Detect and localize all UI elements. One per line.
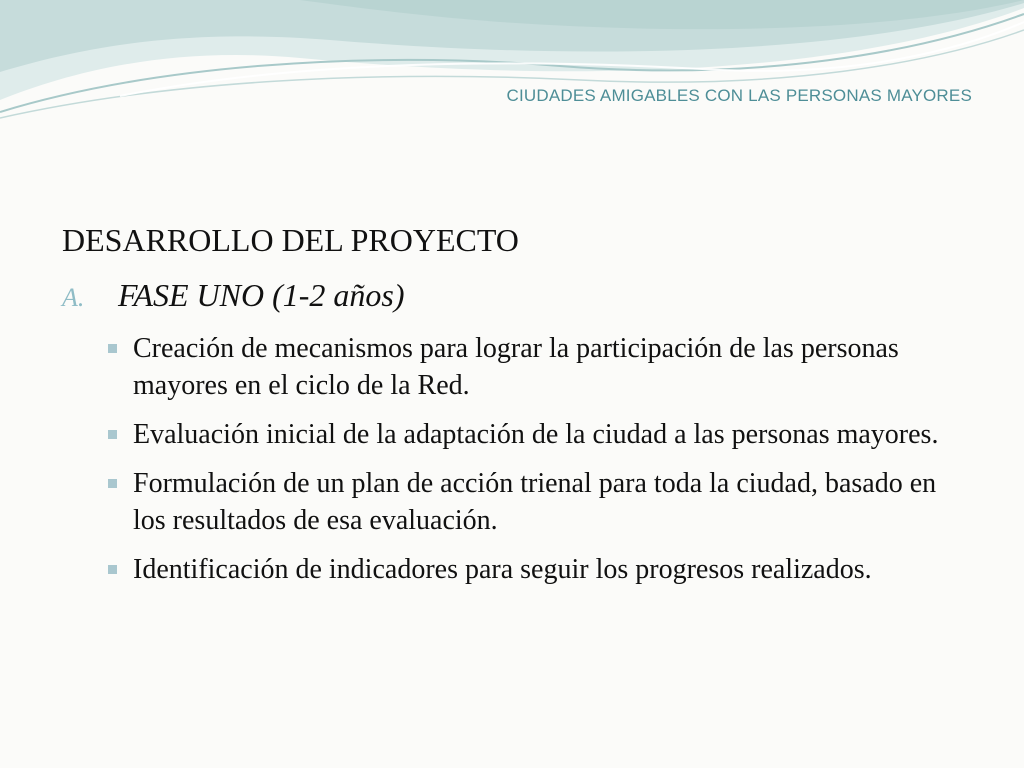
slide-heading: DESARROLLO DEL PROYECTO [62, 222, 519, 258]
header-title: CIUDADES AMIGABLES CON LAS PERSONAS MAYORES [506, 86, 972, 105]
square-bullet-icon [108, 430, 117, 439]
bullet-text: Formulación de un plan de acción trienal para toda la ciudad, basado en los resultados de esa evaluación. [133, 468, 937, 536]
bullet-text: Evaluación inicial de la adaptación de la ciudad a las personas mayores. [133, 419, 939, 450]
phase-marker: A. [62, 283, 85, 312]
phase-title: FASE UNO (1-2 años) [118, 277, 405, 313]
bullet-item [108, 330, 968, 404]
bullet-list [108, 330, 968, 600]
bullet-text: Creación de mecanismos para lograr la participación de las personas mayores en el ciclo de la Red. [133, 333, 899, 401]
bullet-item [108, 551, 968, 588]
square-bullet-icon [108, 479, 117, 488]
bullet-text: Identificación de indicadores para seguir los progresos realizados. [133, 554, 872, 585]
header-wave-decoration [0, 0, 1024, 130]
square-bullet-icon [108, 344, 117, 353]
bullet-item [108, 416, 968, 453]
square-bullet-icon [108, 565, 117, 574]
bullet-item [108, 465, 968, 539]
